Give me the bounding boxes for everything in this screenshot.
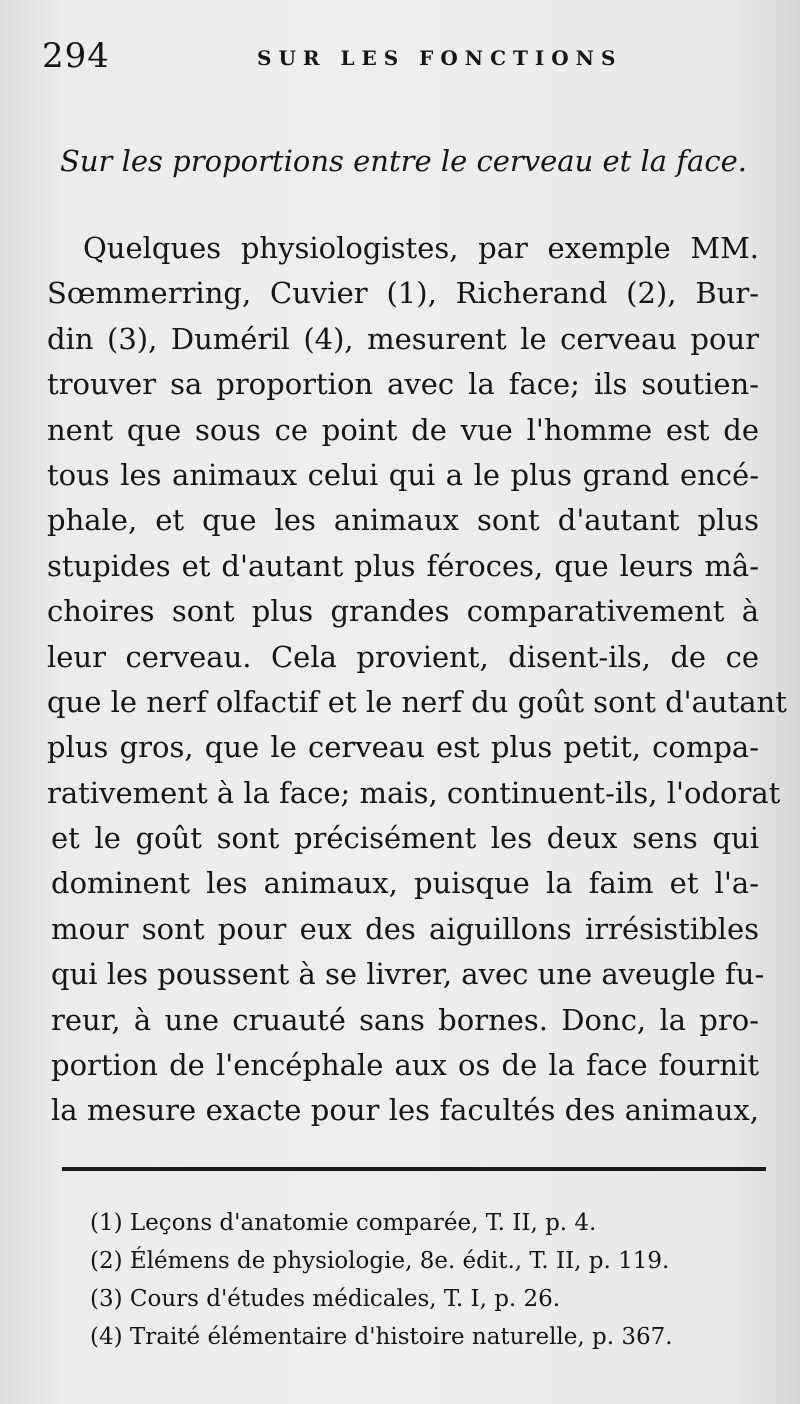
text-line: nent que sous ce point de vue l'homme est de bbox=[47, 412, 759, 447]
footnote: (4) Traité élémentaire d'histoire naturelle, p. 367. bbox=[90, 1324, 673, 1350]
footnote: (1) Leçons d'anatomie comparée, T. II, p. 4. bbox=[90, 1210, 597, 1236]
text-line: leur cerveau. Cela provient, disent-ils, de ce bbox=[47, 639, 759, 674]
footnote: (3) Cours d'études médicales, T. I, p. 26. bbox=[90, 1286, 561, 1312]
text-line: que le nerf olfactif et le nerf du goût sont d'autant bbox=[47, 684, 787, 719]
text-line: la mesure exacte pour les facultés des animaux, bbox=[51, 1093, 759, 1128]
text-line: phale, et que les animaux sont d'autant plus bbox=[47, 503, 759, 538]
text-line: plus gros, que le cerveau est plus petit, compa- bbox=[47, 730, 759, 765]
page-header bbox=[42, 36, 762, 80]
text-line: et le goût sont précisément les deux sens qui bbox=[51, 821, 759, 856]
running-head: SUR LES FONCTIONS bbox=[257, 46, 623, 70]
text-line: dominent les animaux, puisque la faim et l'a- bbox=[51, 866, 759, 901]
text-line: stupides et d'autant plus féroces, que leurs mâ- bbox=[47, 548, 759, 583]
text-line: din (3), Duméril (4), mesurent le cerveau pour bbox=[47, 321, 759, 356]
page-number: 294 bbox=[42, 36, 110, 76]
body-text bbox=[47, 226, 787, 1134]
text-line: reur, à une cruauté sans bornes. Donc, la pro- bbox=[51, 1002, 759, 1037]
text-line: tous les animaux celui qui a le plus grand encé- bbox=[47, 457, 759, 492]
text-line: Quelques physiologistes, par exemple MM. bbox=[83, 231, 759, 265]
text-line: trouver sa proportion avec la face; ils soutien- bbox=[47, 367, 759, 402]
text-line: choires sont plus grandes comparativement à bbox=[47, 594, 759, 629]
text-line: portion de l'encéphale aux os de la face fournit bbox=[51, 1048, 759, 1083]
section-title: Sur les proportions entre le cerveau et la face. bbox=[60, 144, 747, 178]
text-line: mour sont pour eux des aiguillons irrésistibles bbox=[51, 911, 759, 946]
text-line: Sœmmerring, Cuvier (1), Richerand (2), Bur- bbox=[47, 276, 759, 311]
footnote-divider bbox=[62, 1167, 766, 1171]
footnotes bbox=[90, 1204, 770, 1356]
text-line: rativement à la face; mais, continuent-ils, l'odorat bbox=[47, 775, 781, 810]
text-line: qui les poussent à se livrer, avec une aveugle fu- bbox=[51, 957, 765, 992]
footnote: (2) Élémens de physiologie, 8e. édit., T. II, p. 119. bbox=[90, 1248, 670, 1274]
